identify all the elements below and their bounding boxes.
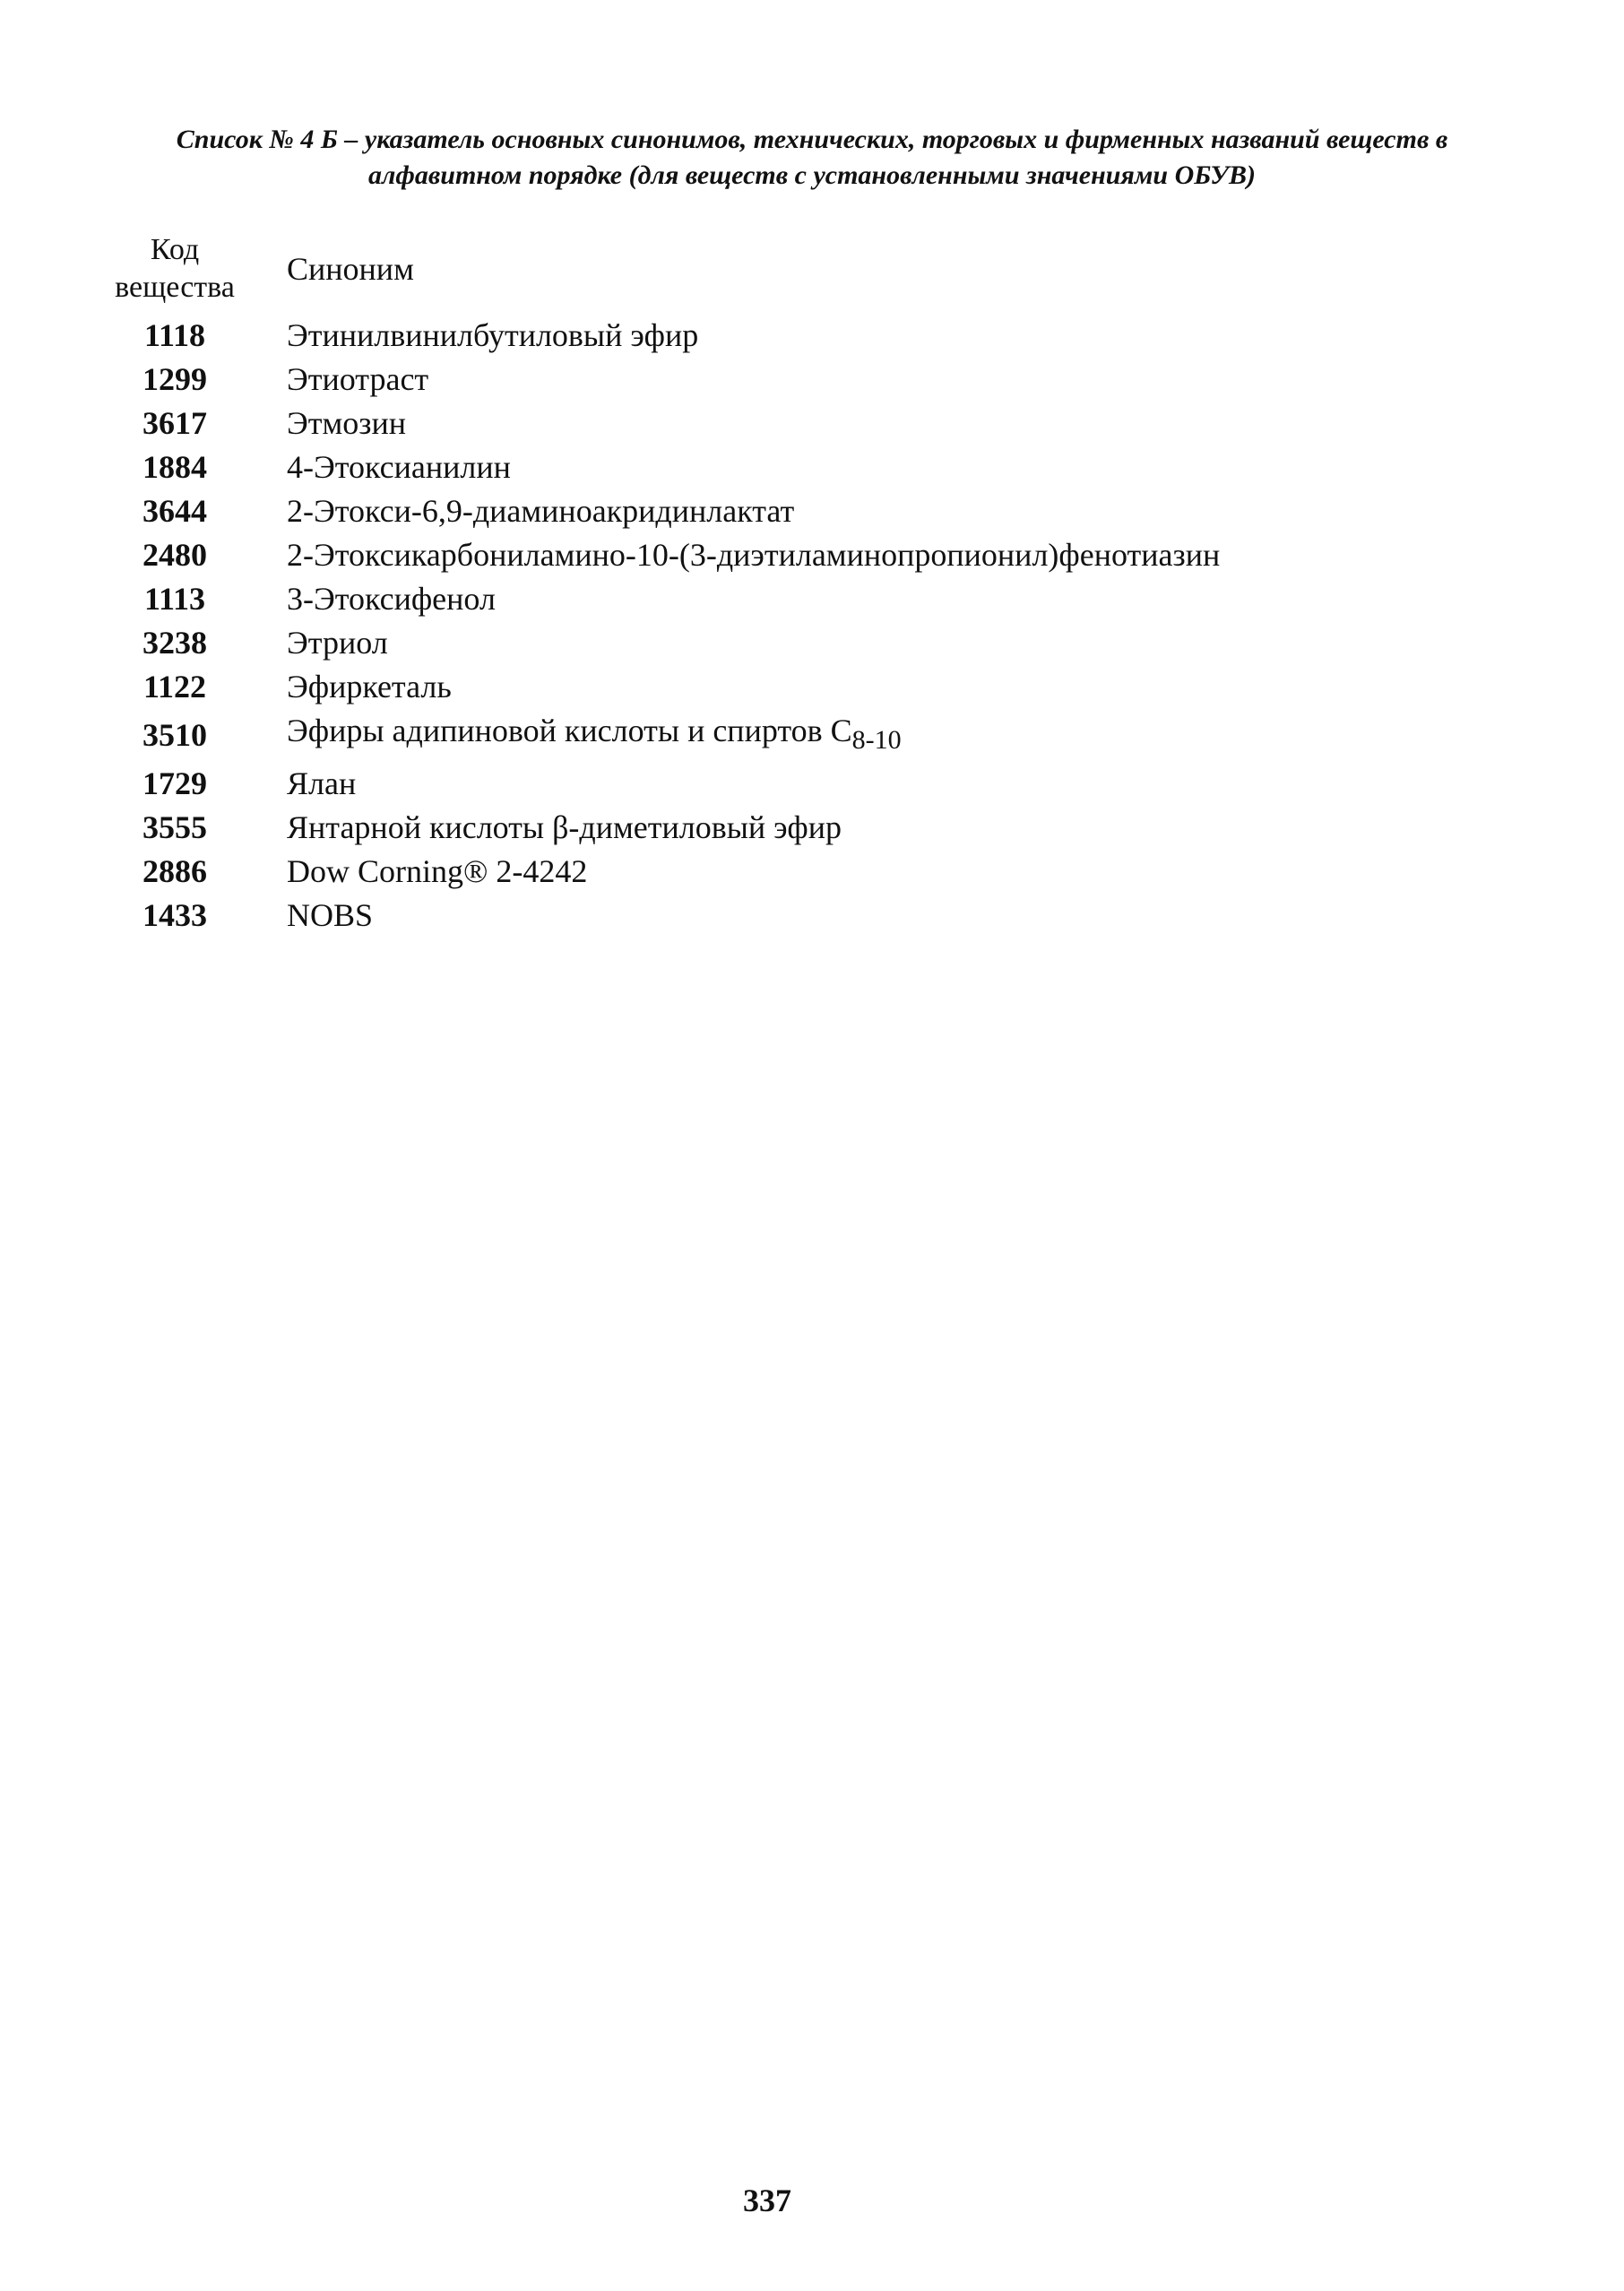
table-header-row [99,224,1220,314]
substance-synonym: NOBS [287,897,374,934]
substance-synonym: Эфиркеталь [287,669,452,705]
table-row [99,894,1220,938]
list-caption [81,122,1543,194]
page-number: 337 [743,2183,791,2218]
code-header-line-2: вещества [115,271,235,304]
code-column-header [99,224,251,314]
substance-code: 3555 [143,809,207,846]
substance-code: 1729 [143,765,207,802]
carbon-range-subscript: 8-10 [851,725,902,756]
table-row [99,850,1220,894]
substance-code: 1118 [143,317,206,353]
substance-synonym: 4-Этоксианилин [287,449,511,485]
substance-code: 3510 [143,717,207,754]
table-row [99,445,1220,489]
table-row [99,358,1220,402]
table-row [99,314,1220,358]
substance-code: 3644 [143,493,207,529]
substance-code: 2886 [143,853,207,890]
substance-code: 2480 [143,537,207,573]
table-row [99,709,1220,762]
substance-synonym: Этинилвинилбутиловый эфир [287,317,699,353]
table-row [99,577,1220,621]
substance-synonym: Этмозин [287,405,407,441]
substance-synonym: 2-Этоксикарбониламино-10-(3-диэтиламинопропионил)фенотиазин [287,537,1221,573]
substance-synonym: Этиотраст [287,361,429,397]
synonym-text: Эфиры адипиновой кислоты и спиртов C [287,713,852,748]
table-row [99,533,1220,577]
table-row [99,402,1220,445]
table-row [99,489,1220,533]
code-header-line-1: Код [150,233,200,266]
substance-code: 1122 [143,669,206,705]
substance-code: 1113 [143,581,206,617]
substance-code: 3617 [143,405,207,441]
synonym-column-header: Синоним [287,251,414,287]
substance-code: 1299 [143,361,207,397]
table-row [99,762,1220,806]
substance-synonym [251,709,1220,762]
substance-synonym: Этриол [287,625,388,661]
caption-line-2: алфавитном порядке (для веществ с установленными значениями ОБУВ) [367,160,1256,190]
synonym-index-table [99,224,1220,938]
table-row [99,806,1220,850]
substance-synonym: Dow Corning® 2-4242 [287,853,588,890]
substance-synonym: 2-Этокси-6,9-диаминоакридинлактат [287,493,795,529]
caption-line-1: Список № 4 Б – указатель основных синонимов, технических, торговых и фирменных названий веществ в [176,125,1448,154]
table-row [99,621,1220,665]
substance-synonym: Ялан [287,765,357,802]
substance-synonym: Янтарной кислоты β-диметиловый эфир [287,809,842,846]
substance-synonym: 3-Этоксифенол [287,581,496,617]
substance-code: 1433 [143,897,207,934]
substance-code: 1884 [143,449,207,485]
substance-code: 3238 [143,625,207,661]
table-row [99,665,1220,709]
